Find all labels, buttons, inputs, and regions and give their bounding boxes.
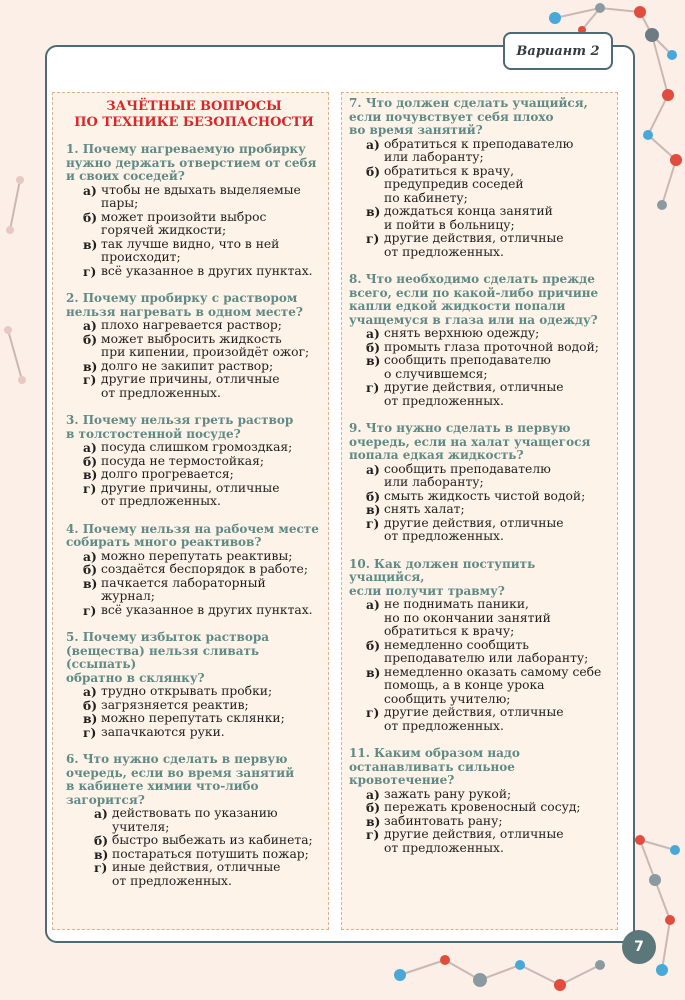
answer-letter: б) — [83, 562, 98, 577]
answer-letter: в) — [83, 575, 98, 591]
answer-letter: б) — [83, 453, 98, 469]
answer-option — [366, 828, 611, 855]
answer-text: можно перепутать склянки; — [101, 711, 285, 725]
question-block — [349, 558, 611, 734]
answer-text: иные действия, отличные от предложенных. — [112, 860, 281, 888]
question-block — [349, 273, 611, 408]
question-text: 4. Почему нельзя на рабочем месте собирать много реактивов? — [66, 521, 319, 549]
answer-letter: г) — [83, 602, 97, 618]
answer-text: другие действия, отличные от предложенных. — [384, 231, 564, 259]
answer-text: долго прогревается; — [101, 467, 234, 481]
answer-option — [83, 441, 322, 455]
answer-option — [366, 666, 611, 707]
answer-text: другие действия, отличные от предложенных. — [384, 515, 564, 543]
question-text: 5. Почему избыток раствора (вещества) нельзя сливать (ссыпать) обратно в склянку? — [66, 630, 270, 685]
answer-list — [66, 550, 322, 618]
answer-letter: б) — [366, 339, 381, 355]
answer-letter: б) — [366, 637, 381, 653]
answer-text: пачкается лабораторный журнал; — [101, 575, 266, 603]
answer-text: зажать рану рукой; — [384, 786, 512, 801]
answer-letter: б) — [94, 833, 109, 848]
answer-text: трудно открывать пробки; — [101, 684, 273, 698]
answer-letter: в) — [94, 846, 109, 862]
answer-option — [83, 333, 322, 360]
answer-list — [349, 598, 611, 733]
answer-option — [83, 685, 322, 699]
answer-letter: б) — [83, 331, 98, 347]
answer-text: можно перепутать реактивы; — [101, 548, 293, 563]
answer-letter: г) — [94, 860, 108, 875]
answer-letter: а) — [83, 684, 97, 699]
answer-option — [366, 503, 611, 517]
answer-text: другие действия, отличные от предложенных. — [384, 827, 564, 855]
variant-label: Вариант 2 — [503, 32, 613, 70]
page-title — [66, 99, 322, 131]
answer-option — [366, 138, 611, 165]
question-block — [349, 422, 611, 544]
answer-letter: б) — [366, 163, 381, 179]
answer-text: создаётся беспорядок в работе; — [101, 562, 308, 576]
answer-letter: г) — [83, 480, 97, 496]
question-text: 11. Каким образом надо останавливать сильное кровотечение? — [349, 746, 520, 787]
answer-option — [83, 184, 322, 211]
question-text: 7. Что должен сделать учащийся, если почувствует себя плохо во время занятий? — [349, 96, 588, 137]
answer-list — [349, 327, 611, 408]
answer-letter: а) — [83, 182, 97, 198]
answer-option — [94, 848, 322, 862]
answer-letter: б) — [366, 488, 381, 504]
answer-text: снять верхнюю одежду; — [384, 326, 540, 340]
question-text: 3. Почему нельзя греть раствор в толстостенной посуде? — [66, 413, 294, 441]
page-number: 7 — [622, 930, 656, 964]
answer-option — [83, 360, 322, 374]
answer-list — [349, 788, 611, 856]
answer-letter: г) — [83, 372, 97, 387]
answer-text: действовать по указанию учителя; — [112, 806, 278, 834]
answer-option — [83, 482, 322, 509]
answer-list — [66, 807, 322, 888]
answer-letter: г) — [83, 724, 97, 740]
question-block — [66, 631, 322, 739]
answer-letter: в) — [366, 664, 381, 680]
answer-text: постараться потушить пожар; — [112, 846, 309, 861]
answer-letter: а) — [83, 440, 97, 455]
question-text: 10. Как должен поступить учащийся, если получит травму? — [349, 556, 536, 598]
answer-option — [83, 265, 322, 279]
answer-text: другие действия, отличные от предложенных. — [384, 705, 564, 733]
answer-letter: г) — [366, 705, 380, 720]
answer-text: снять халат; — [384, 502, 465, 516]
answer-letter: б) — [83, 697, 98, 713]
answer-text: промыть глаза проточной водой; — [384, 339, 599, 354]
answer-option — [83, 455, 322, 469]
question-text: 2. Почему пробирку с раствором нельзя нагревать в одном месте? — [66, 291, 303, 319]
answer-option — [83, 211, 322, 238]
answer-option — [366, 815, 611, 829]
questions-column-right — [341, 92, 618, 930]
answer-text: загрязняется реактив; — [101, 697, 249, 712]
answer-letter: г) — [366, 231, 380, 246]
answer-option — [366, 354, 611, 381]
answer-option — [366, 205, 611, 232]
answer-option — [366, 463, 611, 490]
question-text: 8. Что необходимо сделать прежде всего, если по какой-либо причине капли едкой жидкости попали учащемуся в глаза или на одежду? — [349, 272, 599, 327]
answer-letter: б) — [83, 209, 98, 225]
answer-letter: г) — [366, 515, 380, 531]
answer-text: смыть жидкость чистой водой; — [384, 488, 586, 503]
answer-text: обратиться к преподавателю или лаборанту; — [384, 136, 574, 164]
answer-text: чтобы не вдыхать выделяемые пары; — [101, 182, 301, 210]
answer-text: дождаться конца занятий и пойти в больницу; — [384, 204, 553, 232]
answer-letter: г) — [83, 263, 97, 279]
answer-option — [94, 834, 322, 848]
answer-text: быстро выбежать из кабинета; — [112, 833, 313, 847]
answer-text: забинтовать рану; — [384, 813, 503, 828]
answer-letter: а) — [94, 806, 108, 821]
answer-letter: б) — [366, 800, 381, 815]
answer-text: всё указанное в других пунктах. — [101, 602, 313, 617]
question-block — [66, 143, 322, 278]
answer-text: долго не закипит раствор; — [101, 358, 274, 373]
answer-option — [366, 165, 611, 206]
answer-text: посуда слишком громоздкая; — [101, 440, 293, 454]
answer-option — [83, 550, 322, 564]
answer-letter: а) — [366, 136, 380, 152]
answer-letter: а) — [366, 786, 380, 802]
answer-option — [83, 577, 322, 604]
question-block — [66, 753, 322, 888]
title-line: ПО ТЕХНИКЕ БЕЗОПАСНОСТИ — [74, 115, 314, 130]
answer-option — [83, 373, 322, 400]
answer-option — [83, 726, 322, 740]
answer-text: другие причины, отличные от предложенных. — [101, 372, 280, 400]
answer-letter: в) — [83, 467, 98, 482]
answer-option — [366, 639, 611, 666]
question-block — [66, 523, 322, 618]
answer-option — [83, 699, 322, 713]
answer-list — [349, 463, 611, 544]
answer-option — [83, 468, 322, 482]
answer-text: не поднимать паники, но по окончании занятий обратиться к врачу; — [384, 597, 551, 638]
answer-option — [366, 490, 611, 504]
answer-option — [366, 381, 611, 408]
answer-option — [83, 563, 322, 577]
answer-letter: в) — [83, 236, 98, 252]
answer-text: обратиться к врачу, предупредив соседей по кабинету; — [384, 163, 524, 205]
answer-text: может произойти выброс горячей жидкости; — [101, 209, 267, 237]
answer-list — [66, 441, 322, 509]
answer-option — [83, 712, 322, 726]
answer-text: другие действия, отличные от предложенных. — [384, 380, 564, 408]
title-line: ЗАЧЁТНЫЕ ВОПРОСЫ — [106, 99, 282, 114]
answer-letter: а) — [366, 597, 380, 612]
answer-text: так лучше видно, что в ней происходит; — [101, 236, 280, 264]
answer-option — [83, 319, 322, 333]
question-block — [349, 747, 611, 855]
answer-option — [366, 598, 611, 639]
answer-option — [366, 517, 611, 544]
answer-letter: в) — [366, 204, 381, 219]
question-text: 1. Почему нагреваемую пробирку нужно держать отверстием от себя и своих соседей? — [66, 142, 317, 183]
answer-option — [94, 861, 322, 888]
question-text: 6. Что нужно сделать в первую очередь, если во время занятий в кабинете химии что-либо загорится? — [66, 752, 295, 807]
answer-text: немедленно сообщить преподавателю или лаборанту; — [384, 637, 589, 665]
answer-letter: в) — [83, 358, 98, 374]
answer-text: пережать кровеносный сосуд; — [384, 800, 581, 814]
answer-letter: а) — [366, 461, 380, 477]
answer-option — [366, 341, 611, 355]
answer-letter: в) — [366, 502, 381, 517]
answer-text: посуда не термостойкая; — [101, 453, 265, 468]
question-block — [349, 97, 611, 259]
answer-text: может выбросить жидкость при кипении, произойдёт ожог; — [101, 331, 310, 359]
answer-text: запачкаются руки. — [101, 724, 225, 739]
questions-column-left — [52, 92, 329, 930]
answer-letter: г) — [366, 827, 380, 842]
question-text: 9. Что нужно сделать в первую очередь, если на халат учащегося попала едкая жидкость? — [349, 421, 591, 462]
answer-text: другие причины, отличные от предложенных. — [101, 480, 280, 508]
answer-list — [66, 184, 322, 279]
answer-text: плохо нагревается раствор; — [101, 318, 282, 332]
answer-letter: а) — [83, 548, 97, 564]
question-block — [66, 414, 322, 509]
answer-letter: а) — [83, 318, 97, 333]
answer-letter: г) — [366, 380, 380, 395]
answer-option — [366, 327, 611, 341]
question-block — [66, 292, 322, 400]
answer-option — [83, 604, 322, 618]
answer-text: сообщить преподавателю о случившемся; — [384, 353, 551, 381]
answer-list — [66, 319, 322, 400]
answer-option — [94, 807, 322, 834]
answer-option — [83, 238, 322, 265]
answer-list — [66, 685, 322, 739]
answer-letter: а) — [366, 326, 380, 341]
answer-text: всё указанное в других пунктах. — [101, 263, 313, 278]
answer-option — [366, 232, 611, 259]
answer-text: сообщить преподавателю или лаборанту; — [384, 461, 551, 489]
answer-text: немедленно оказать самому себе помощь, а в конце урока сообщить учителю; — [384, 664, 602, 706]
answer-letter: в) — [366, 813, 381, 829]
answer-option — [366, 801, 611, 815]
answer-list — [349, 138, 611, 260]
answer-letter: в) — [83, 711, 98, 726]
answer-option — [366, 788, 611, 802]
answer-option — [366, 706, 611, 733]
answer-letter: в) — [366, 353, 381, 368]
